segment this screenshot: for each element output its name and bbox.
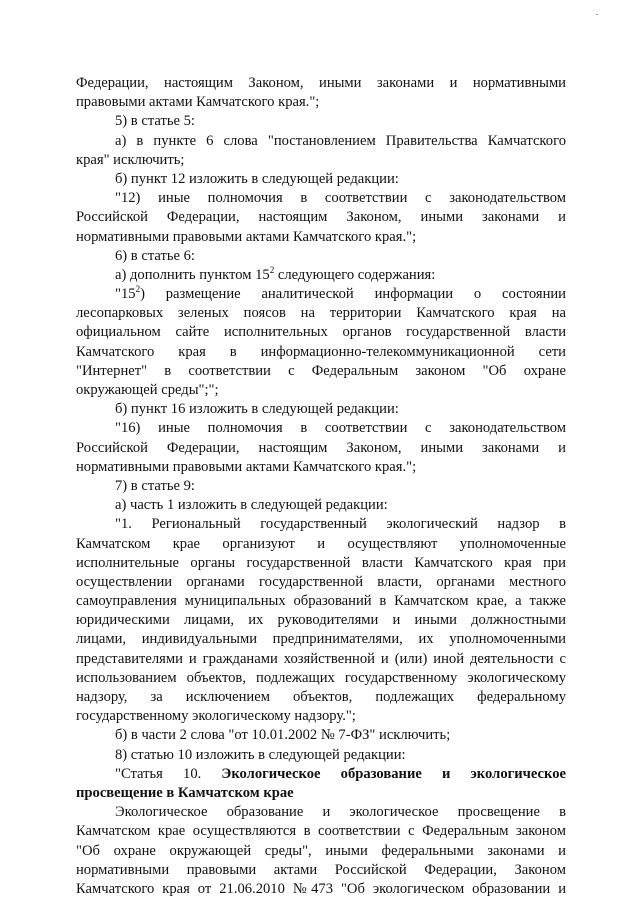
text-line: надзору, за исключением объектов, подлежащих федеральному	[76, 689, 566, 705]
superscript: 2	[135, 285, 141, 295]
text-line: юридическими лицами, их руководителями и иными должностными	[76, 612, 566, 629]
text-line: представителями и гражданами хозяйственной и (или) иной деятельности с	[76, 650, 566, 667]
article-title-cont: просвещение в Камчатском крае	[76, 784, 294, 801]
text-fragment: ) размещение аналитической информации о состоянии	[140, 286, 566, 303]
text-line	[76, 285, 566, 304]
article-heading-line	[76, 765, 566, 784]
text-line: Камчатского края в информационно-телекоммуникационной сети	[76, 343, 566, 360]
article-title: Экологическое образование и экологическое	[221, 765, 566, 782]
text-line: исполнительные органы государственной власти Камчатского края при	[76, 554, 566, 571]
text-line: осуществлении органами государственной власти, органами местного	[76, 573, 566, 590]
text-line: Экологическое образование и экологическое просвещение в	[115, 804, 566, 821]
superscript: 2	[269, 264, 275, 275]
text-line: нормативными правовыми актами Российской Федерации, Законом	[76, 861, 566, 878]
text-line: Камчатском крае осуществляются в соответствии с Федеральным законом	[76, 823, 566, 840]
text-line: нормативными правовыми актами Камчатского края.";	[76, 228, 417, 245]
text-line: официальном сайте исполнительных органов государственной власти	[76, 324, 566, 341]
text-line: "Интернет" в соответствии с Федеральным законом "Об охране	[76, 362, 566, 379]
article-number: "Статья 10.	[115, 765, 202, 782]
text-line: Федерации, настоящим Законом, иными законами и нормативными	[76, 75, 566, 91]
text-line: б) в части 2 слова "от 10.01.2002 № 7-ФЗ" исключить;	[115, 727, 451, 744]
text-line: 7) в статье 9:	[115, 477, 195, 494]
text-line: Камчатском крае организуют и осуществляют уполномоченные	[76, 535, 566, 552]
text-line: лицами, индивидуальными предпринимателями, их уполномоченными	[76, 631, 566, 648]
text-line: государственному экологическому надзору.";	[76, 708, 356, 725]
text-line: б) пункт 12 изложить в следующей редакции:	[115, 170, 399, 187]
text-line: самоуправления муниципальных образований в Камчатском крае, а также	[76, 593, 566, 610]
text-fragment: следующего содержания:	[274, 266, 436, 283]
text-line: "16) иные полномочия в соответствии с законодательством	[115, 420, 566, 437]
text-line: "1. Региональный государственный экологический надзор в	[115, 516, 566, 533]
document-page	[76, 74, 566, 899]
text-line: б) пункт 16 изложить в следующей редакции:	[115, 401, 399, 418]
text-line: 8) статью 10 изложить в следующей редакции:	[115, 746, 406, 763]
text-line: а) в пункте 6 слова "постановлением Правительства Камчатского	[115, 132, 566, 149]
text-line: края" исключить;	[76, 151, 185, 168]
text-line: окружающей среды";";	[76, 382, 219, 398]
text-line: Камчатского края от 21.06.2010 №473 "Об экологическом образовании и	[76, 880, 566, 897]
text-line: правовыми актами Камчатского края.";	[76, 94, 320, 111]
text-line: "Об охране окружающей среды", иными федеральными законами и	[76, 842, 566, 859]
text-fragment: а) дополнить пунктом 15	[115, 266, 270, 283]
text-line: нормативными правовыми актами Камчатского края.";	[76, 458, 417, 475]
text-line	[76, 266, 566, 285]
text-line: 6) в статье 6:	[115, 247, 195, 264]
text-line: Российской Федерации, настоящим Законом, иными законами и	[76, 439, 566, 456]
text-line: Российской Федерации, настоящим Законом, иными законами и	[76, 209, 566, 226]
text-line: лесопарковых зеленых поясов на территории Камчатского края на	[76, 305, 566, 322]
text-line: 5) в статье 5:	[115, 113, 195, 130]
text-line: а) часть 1 изложить в следующей редакции:	[115, 497, 388, 514]
article-heading-line	[76, 784, 566, 803]
text-fragment: "15	[115, 286, 136, 303]
text-line: использованием объектов, подлежащих государственному экологическому	[76, 669, 566, 686]
text-line: "12) иные полномочия в соответствии с законодательством	[115, 190, 566, 207]
page-mark	[596, 14, 598, 15]
